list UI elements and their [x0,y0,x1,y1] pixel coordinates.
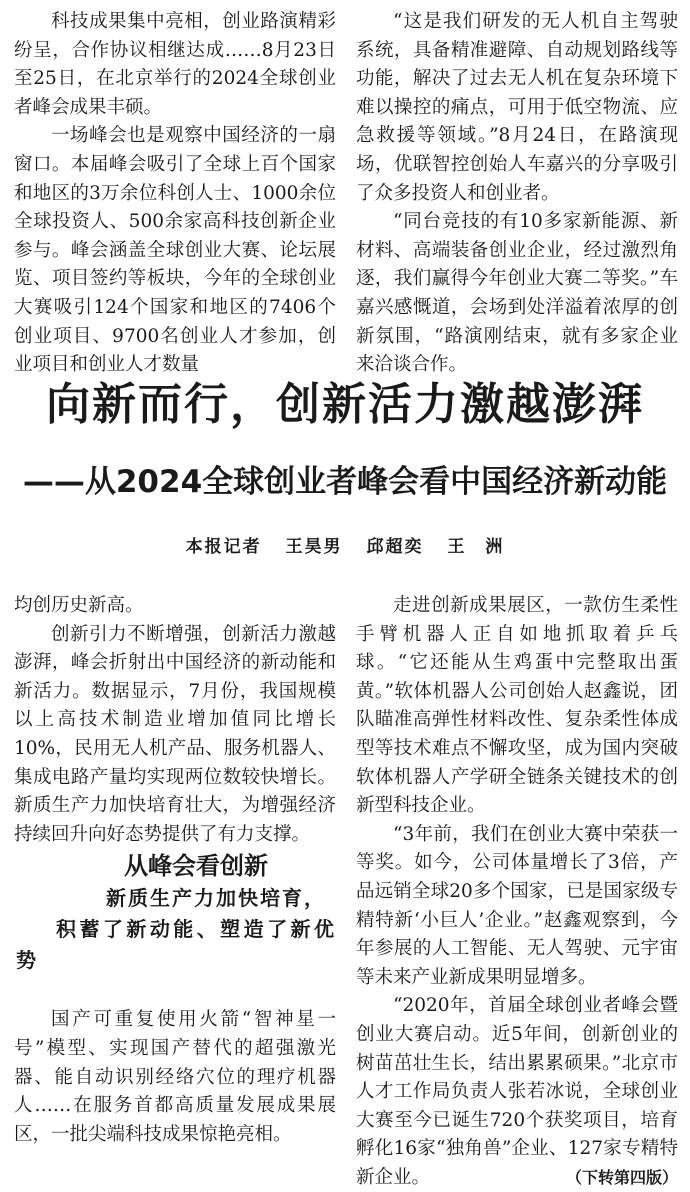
article-paragraph: 一场峰会也是观察中国经济的一扇窗口。本届峰会吸引了全球上百个国家和地区的3万余位科创人士、1000余位全球投资人、500余家高科技创新企业参与。峰会涵盖全球创业大赛、论坛展览、项目签约等板块，今年的全球创业大赛吸引124个国家和地区的7406个创业项目、9700名创业人才参加，创业项目和创业人才数量 [14,125,336,376]
article-paragraph: 科技成果集中亮相，创业路演精彩纷呈，合作协议相继达成……8月23日至25日，在北京举行的2024全球创业者峰会成果丰硕。 [14,11,336,118]
continued-note: （下转第四版） [565,1167,678,1187]
article-paragraph [356,992,678,1192]
bottom-right-column [356,592,678,1192]
byline [0,534,690,560]
article-paragraph: “3年前，我们在创业大赛中荣获一等奖。如今，公司体量增长了3倍，产品远销全球20多个国家，已是国家级专精特新‘小巨人’企业。”赵鑫观察到，今年参展的人工智能、无人驾驶、元宇宙等未来产业新成果明显增多。 [356,823,678,988]
top-left-column [14,8,336,380]
byline-author: 邱超奕 [366,537,424,557]
section-title: 从峰会看创新 [124,852,268,881]
article-headline: 向新而行，创新活力激越澎湃 [46,379,644,430]
section-subtitle: 新质生产力加快培育， [106,886,326,911]
article-paragraph: “这是我们研发的无人机自主驾驶系统，具备精准避障、自动规划路线等功能，解决了过去无人机在复杂环境下难以操控的痛点，可用于低空物流、应急救援等领域。”8月24日，在路演现场，优联智控创始人车嘉兴的分享吸引了众多投资人和创业者。 [356,11,678,204]
byline-author: 王 洲 [447,537,505,557]
top-right-column [356,8,678,380]
bottom-left-column [14,592,336,1149]
byline-author: 王昊男 [285,537,343,557]
article-paragraph: 创新引力不断增强，创新活力激越澎湃，峰会折射出中国经济的新动能和新活力。数据显示，7月份，我国规模以上高技术制造业增加值同比增长10%，民用无人机产品、服务机器人、集成电路产量均实现两位数较快增长。新质生产力加快培育壮大，为增强经济持续回升向好态势提供了有力支撑。 [14,623,336,845]
article-paragraph: 走进创新成果展区，一款仿生柔性手臂机器人正自如地抓取着乒乓球。“它还能从生鸡蛋中完整取出蛋黄。”软体机器人公司创始人赵鑫说，团队瞄准高弹性材料改性、复杂柔性体成型等技术难点不懈攻坚，成为国内突破软体机器人产学研全链条关键技术的创新型科技企业。 [356,595,678,817]
section-subtitle: 积蓄了新动能、塑造了新优势 [16,917,336,973]
article-paragraph: “同台竞技的有10多家新能源、新材料、高端装备创业企业，经过激烈角逐，我们赢得今年创业大赛二等奖。”车嘉兴感慨道，会场到处洋溢着浓厚的创新氛围，“路演刚结束，就有多家企业来洽谈合作。 [356,211,678,376]
article-paragraph: 国产可重复使用火箭“智神星一号”模型、实现国产替代的超强激光器、能自动识别经络穴位的理疗机器人……在服务首都高质量发展成果展区，一批尖端科技成果惊艳亮相。 [14,1009,336,1145]
byline-prefix: 本报记者 [185,537,262,557]
article-subheadline: ——从2024全球创业者峰会看中国经济新动能 [22,464,668,500]
article-paragraph-text: “2020年，首届全球创业者峰会暨创业大赛启动。近5年间，创新创业的树苗茁壮生长，结出累累硕果。”北京市人才工作局负责人张若冰说，全球创业大赛至今已诞生720个获奖项目，培育孵化16家“独角兽”企业、127家专精特新企业。 [356,995,678,1188]
article-paragraph: 均创历史新高。 [14,595,144,616]
